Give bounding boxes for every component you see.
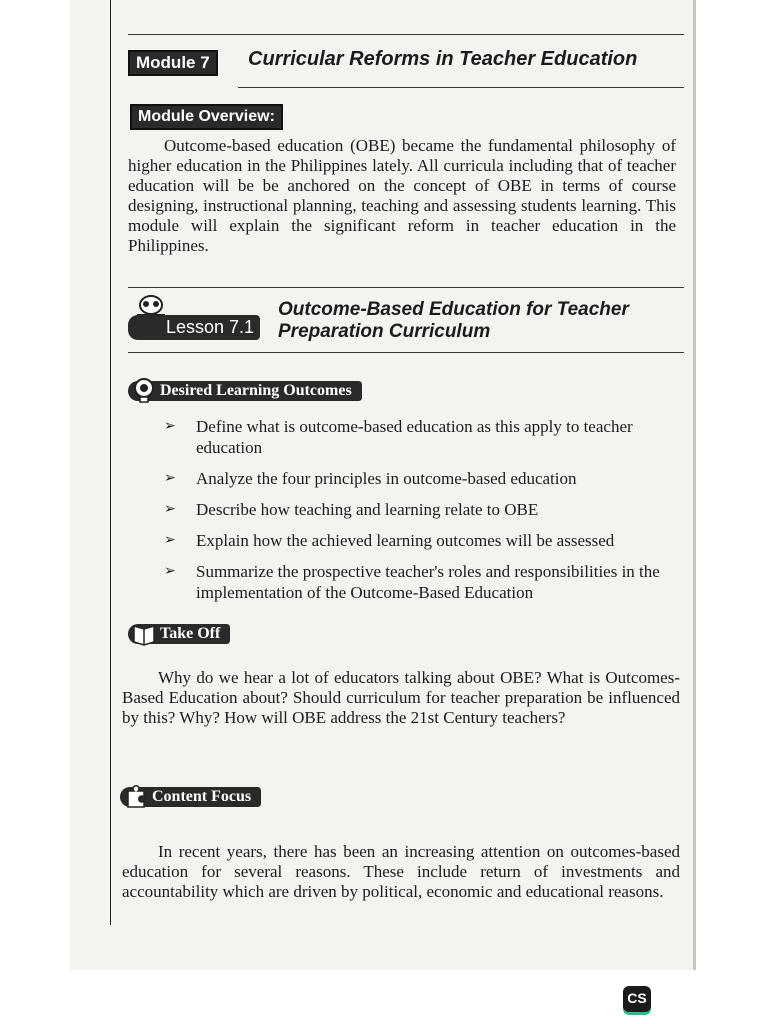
list-item: ➢ Summarize the prospective teacher's roles and responsibilities in the implementation of the Outcome-Based Education: [164, 562, 660, 602]
takeoff-paragraph: [122, 668, 680, 728]
arrow-bullet-icon: ➢: [164, 470, 176, 486]
overview-text: Outcome-based education (OBE) became the fundamental philosophy of higher education in the Philippines lately. All curricula including that of teacher education will be be anchored on the concept of OBE in terms of course designing, instructional planning, teaching and assessing students learning. This module will explain the significant reform in teacher education in the Philippines.: [128, 136, 676, 255]
content-focus-paragraph: [122, 842, 680, 902]
lesson-label: Lesson 7.1: [128, 315, 260, 340]
list-item: ➢ Explain how the achieved learning outcomes will be assessed: [164, 531, 615, 550]
list-item: ➢ Analyze the four principles in outcome-based education: [164, 469, 577, 488]
outcomes-label: Desired Learning Outcomes: [160, 382, 352, 399]
lesson-title-line2: Preparation Curriculum: [278, 321, 491, 342]
outcomes-list: [164, 416, 684, 613]
top-rule: [128, 34, 684, 35]
content-focus-label: Content Focus: [152, 788, 252, 805]
module-rule: [238, 87, 684, 88]
list-item: ➢ Define what is outcome-based education as this apply to teacher education: [164, 417, 633, 457]
camscanner-logo: CS: [623, 986, 651, 1012]
content-focus-header: [120, 787, 261, 807]
lesson-title-line1: Outcome-Based Education for Teacher: [278, 299, 629, 320]
content-focus-text: In recent years, there has been an increasing attention on outcomes-based education for several reasons. These include return of investments and accountability which are driven by political, economic and educational reasons.: [122, 842, 680, 901]
arrow-bullet-icon: ➢: [164, 418, 176, 434]
lesson-top-rule: [128, 287, 684, 288]
lesson-header: [128, 295, 684, 351]
module-header: [128, 48, 684, 76]
overview-paragraph: [128, 136, 676, 256]
arrow-bullet-icon: ➢: [164, 563, 176, 579]
lesson-bottom-rule: [128, 352, 684, 353]
list-item: ➢ Describe how teaching and learning relate to OBE: [164, 500, 539, 519]
overview-label: Module Overview:: [130, 104, 283, 130]
module-title: Curricular Reforms in Teacher Education: [248, 48, 638, 70]
page-margin-line: [110, 0, 111, 925]
takeoff-header: [128, 624, 230, 644]
module-label: Module 7: [128, 50, 218, 76]
takeoff-text: Why do we hear a lot of educators talking about OBE? What is Outcomes-Based Education about? Should curriculum for teacher preparation be influenced by this? Why? How will OBE address the 21st Century teachers?: [122, 668, 680, 727]
arrow-bullet-icon: ➢: [164, 532, 176, 548]
takeoff-label: Take Off: [160, 625, 221, 642]
puzzle-icon: [124, 783, 148, 809]
open-book-icon: [132, 620, 156, 646]
outcomes-header: [128, 381, 362, 401]
lesson-title: [278, 299, 629, 343]
lightbulb-head-icon: [132, 377, 156, 403]
arrow-bullet-icon: ➢: [164, 501, 176, 517]
